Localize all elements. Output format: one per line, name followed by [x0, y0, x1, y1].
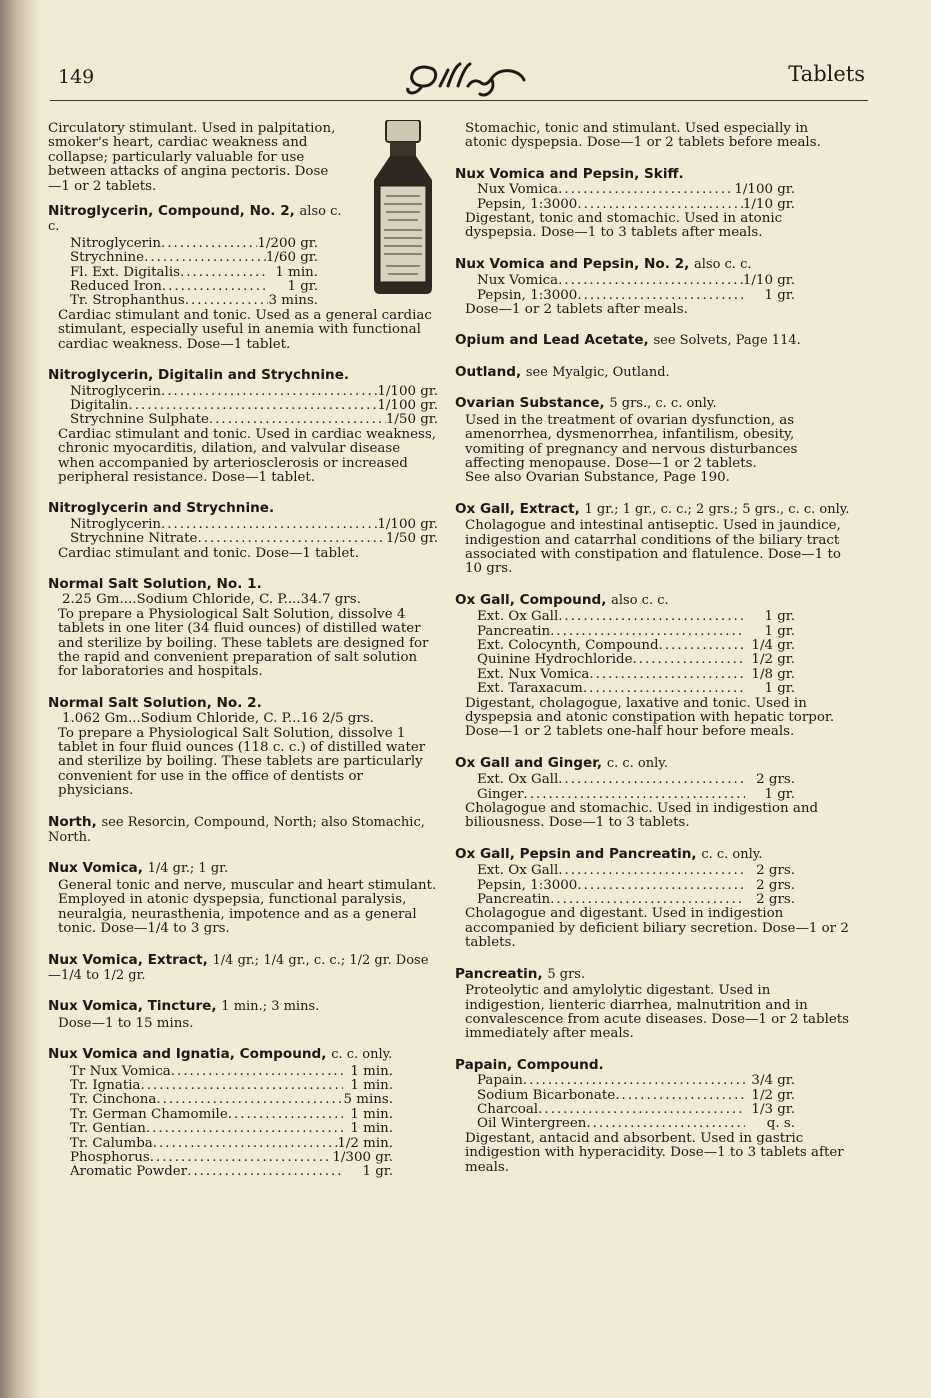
entry: [455, 847, 850, 951]
entry-text: Proteolytic and amylolytic digestant. Used in indigestion, lienteric diarrhea, malnutrition and in convalescence from acute diseases. Dose—1 or 2 tablets immediately after meals.: [465, 983, 850, 1042]
ingredient-row: Pepsin, 1:3000 ..... 2 grs.: [477, 879, 795, 893]
ingredient-row: Tr. German Chamomile ..... 1 min.: [70, 1108, 393, 1122]
ingredient-row: Strychnine Sulphate ..... 1/50 gr.: [70, 413, 438, 427]
ingredient-row: Nitroglycerin ..... 1/100 gr.: [70, 385, 438, 399]
entry: [48, 815, 438, 846]
entry: [455, 122, 850, 151]
entry-heading: Nux Vomica, Extract, 1/4 gr.; 1/4 gr., c. c.; 1/2 gr. Dose—1/4 to 1/2 gr.: [48, 951, 429, 983]
entry-heading: Opium and Lead Acetate, see Solvets, Page 114.: [455, 332, 801, 349]
lilly-logo: [400, 56, 532, 100]
entry-note: See also Ovarian Substance, Page 190.: [465, 470, 730, 486]
entry-heading: Nux Vomica, Tincture, 1 min.; 3 mins.: [48, 998, 320, 1015]
formula-line: 2.25 Gm....Sodium Chloride, C. P....34.7 grs.: [62, 592, 361, 608]
ingredient-row: Charcoal ..... 1/3 gr.: [477, 1103, 795, 1117]
entry-heading: Normal Salt Solution, No. 2.: [48, 694, 262, 711]
ingredient-row: Pancreatin ..... 2 grs.: [477, 893, 795, 907]
entry: [455, 257, 850, 318]
entry-text: General tonic and nerve, muscular and heart stimulant. Employed in atonic dyspepsia, functional paralysis, neuralgia, neurasthenia, impotence and as a general tonic. Dose—1/4 to 3 grs.: [58, 877, 437, 937]
entry-text: Cardiac stimulant and tonic. Dose—1 tablet.: [58, 545, 359, 561]
ingredient-row: Ginger ..... 1 gr.: [477, 788, 795, 802]
entry-text: Dose—1 to 15 mins.: [58, 1015, 194, 1031]
ingredient-row: Tr. Ignatia ..... 1 min.: [70, 1079, 393, 1093]
entry: [455, 967, 850, 1042]
ingredient-row: Tr. Gentian ..... 1 min.: [70, 1122, 393, 1136]
entry: [455, 365, 850, 380]
entry-heading: Nux Vomica and Ignatia, Compound, c. c. only.: [48, 1046, 393, 1063]
ingredient-row: Strychnine ..... 1/60 gr.: [70, 251, 318, 265]
tablet-bottle-illustration: [368, 120, 438, 295]
ingredient-row: Nux Vomica ..... 1/100 gr.: [477, 183, 795, 197]
ingredient-row: Ext. Nux Vomica ..... 1/8 gr.: [477, 668, 795, 682]
ingredient-row: Nux Vomica ..... 1/10 gr.: [477, 274, 795, 288]
entry-heading: Nitroglycerin and Strychnine.: [48, 500, 275, 517]
entry: [455, 1058, 850, 1175]
page-number: 149: [58, 66, 95, 88]
entry-heading: Nitroglycerin, Digitalin and Strychnine.: [48, 367, 350, 384]
entry: [48, 122, 438, 194]
entry-heading: North, see Resorcin, Compound, North; also Stomachic, North.: [48, 813, 425, 846]
entry-text: Stomachic, tonic and stimulant. Used especially in atonic dyspepsia. Dose—1 or 2 tablets before meals.: [465, 121, 821, 151]
entry: [48, 368, 438, 485]
entry: [455, 333, 850, 348]
entry-text: Cardiac stimulant and tonic. Used as a general cardiac stimulant, especially useful in anemia with functional cardiac weakness. Dose—1 tablet.: [58, 307, 432, 352]
right-column: [455, 122, 850, 1191]
entry-text: Cardiac stimulant and tonic. Used in cardiac weakness, chronic myocarditis, dilation, and valvular disease when accompanied by arteriosclerosis or increased peripheral resistance. Dose—1 tablet.: [58, 426, 436, 485]
entry-heading: Nux Vomica, 1/4 gr.; 1 gr.: [48, 860, 229, 877]
entry-text: Digestant, antacid and absorbent. Used in gastric indigestion with hyperacidity. Dose—1 to 3 tablets after meals.: [465, 1130, 844, 1175]
entry-text: To prepare a Physiological Salt Solution, dissolve 1 tablet in four fluid ounces (118 c. c.) of distilled water and sterilize by boiling. These tablets are particularly convenient for use in the office of dentists or physicians.: [58, 725, 426, 799]
ingredient-row: Digitalin ..... 1/100 gr.: [70, 399, 438, 413]
entry: [455, 593, 850, 740]
entry: [48, 501, 438, 561]
ingredient-row: Pepsin, 1:3000 ..... 1 gr.: [477, 289, 795, 303]
section-title: Tablets: [788, 62, 865, 86]
entry-text: Used in the treatment of ovarian dysfunction, as amenorrhea, dysmenorrhea, infantilism, obesity, vomiting of pregnancy and nervous disturbances affecting menopause. Dose—1 or 2 tablets.: [465, 412, 798, 471]
entry: [455, 502, 850, 577]
binding-shadow: [0, 0, 40, 1398]
entry-heading: Ox Gall, Extract, 1 gr.; 1 gr., c. c.; 2 grs.; 5 grs., c. c. only.: [455, 500, 850, 517]
ingredient-row: Tr. Cinchona ..... 5 mins.: [70, 1093, 393, 1107]
entry-heading: Nux Vomica and Pepsin, Skiff.: [455, 165, 684, 182]
entry-heading: Ovarian Substance, 5 grs., c. c. only.: [455, 395, 717, 412]
entry: [48, 1047, 438, 1180]
entry-text: Cholagogue and intestinal antiseptic. Used in jaundice, indigestion and catarrhal conditions of the biliary tract associated with constipation and flatulence. Dose—1 to 10 grs.: [465, 518, 841, 577]
ingredient-row: Quinine Hydrochloride ..... 1/2 gr.: [477, 653, 795, 667]
entry-text: Digestant, cholagogue, laxative and tonic. Used in dyspepsia and atonic constipation with hepatic torpor. Dose—1 or 2 tablets one-half hour before meals.: [465, 695, 835, 740]
entry-text: Cholagogue and digestant. Used in indigestion accompanied by deficient biliary secretion. Dose—1 or 2 tablets.: [465, 906, 849, 951]
header-rule: [50, 100, 868, 101]
entry-heading: Nux Vomica and Pepsin, No. 2, also c. c.: [455, 255, 752, 272]
ingredient-row: Ext. Ox Gall ..... 2 grs.: [477, 773, 795, 787]
entry: [48, 696, 438, 799]
entry: [48, 577, 438, 680]
ingredient-row: Oil Wintergreen ..... q. s.: [477, 1117, 795, 1131]
left-column: [48, 122, 438, 1196]
entry-heading: Normal Salt Solution, No. 1.: [48, 575, 262, 592]
entry: [48, 861, 438, 936]
ingredient-row: Strychnine Nitrate ..... 1/50 gr.: [70, 532, 438, 546]
entry: [455, 396, 850, 485]
entry-heading: Pancreatin, 5 grs.: [455, 965, 586, 982]
entry-text: Digestant, tonic and stomachic. Used in atonic dyspepsia. Dose—1 to 3 tablets after meals.: [465, 211, 783, 241]
ingredient-row: Papain ..... 3/4 gr.: [477, 1074, 795, 1088]
entry-heading: Outland, see Myalgic, Outland.: [455, 363, 670, 380]
entry-heading: Ox Gall, Pepsin and Pancreatin, c. c. only.: [455, 845, 763, 862]
entry-text: To prepare a Physiological Salt Solution, dissolve 4 tablets in one liter (34 fluid ounces) of distilled water and sterilize by boiling. These tablets are designed for the rapid and convenient preparation of salt solution for laboratories and hospitals.: [58, 606, 429, 680]
entry: [455, 756, 850, 831]
formula-line: 1.062 Gm...Sodium Chloride, C. P...16 2/5 grs.: [62, 711, 374, 727]
entry-heading: Ox Gall and Ginger, c. c. only.: [455, 754, 669, 771]
ingredient-row: Ext. Taraxacum ..... 1 gr.: [477, 682, 795, 696]
ingredient-row: Sodium Bicarbonate ..... 1/2 gr.: [477, 1089, 795, 1103]
ingredient-row: Tr. Strophanthus ..... 3 mins.: [70, 294, 318, 308]
page-header: [50, 60, 865, 100]
entry: [48, 999, 438, 1031]
entry-text: Circulatory stimulant. Used in palpitation, smoker's heart, cardiac weakness and collapse; particularly valuable for use between attacks of angina pectoris. Dose—1 or 2 tablets.: [48, 121, 336, 194]
entry: [48, 953, 438, 984]
ingredient-row: Pepsin, 1:3000 ..... 1/10 gr.: [477, 198, 795, 212]
ingredient-row: Nitroglycerin ..... 1/100 gr.: [70, 518, 438, 532]
ingredient-row: Tr Nux Vomica ..... 1 min.: [70, 1065, 393, 1079]
ingredient-row: Tr. Calumba ..... 1/2 min.: [70, 1137, 393, 1151]
entry-heading: Papain, Compound.: [455, 1056, 604, 1073]
ingredient-row: Reduced Iron ..... 1 gr.: [70, 280, 318, 294]
entry-text: Cholagogue and stomachic. Used in indigestion and biliousness. Dose—1 to 3 tablets.: [465, 801, 819, 831]
ingredient-row: Aromatic Powder ..... 1 gr.: [70, 1165, 393, 1179]
entry-text: Dose—1 or 2 tablets after meals.: [465, 302, 688, 318]
ingredient-row: Ext. Ox Gall ..... 1 gr.: [477, 610, 795, 624]
entry-heading: Nitroglycerin, Compound, No. 2, also c. c.: [48, 203, 342, 235]
ingredient-row: Fl. Ext. Digitalis ..... 1 min.: [70, 266, 318, 280]
ingredient-row: Ext. Colocynth, Compound ..... 1/4 gr.: [477, 639, 795, 653]
ingredient-row: Pancreatin ..... 1 gr.: [477, 625, 795, 639]
entry-heading: Ox Gall, Compound, also c. c.: [455, 591, 669, 608]
ingredient-row: Phosphorus ..... 1/300 gr.: [70, 1151, 393, 1165]
ingredient-row: Ext. Ox Gall ..... 2 grs.: [477, 864, 795, 878]
ingredient-row: Nitroglycerin ..... 1/200 gr.: [70, 237, 318, 251]
entry: [455, 167, 850, 241]
